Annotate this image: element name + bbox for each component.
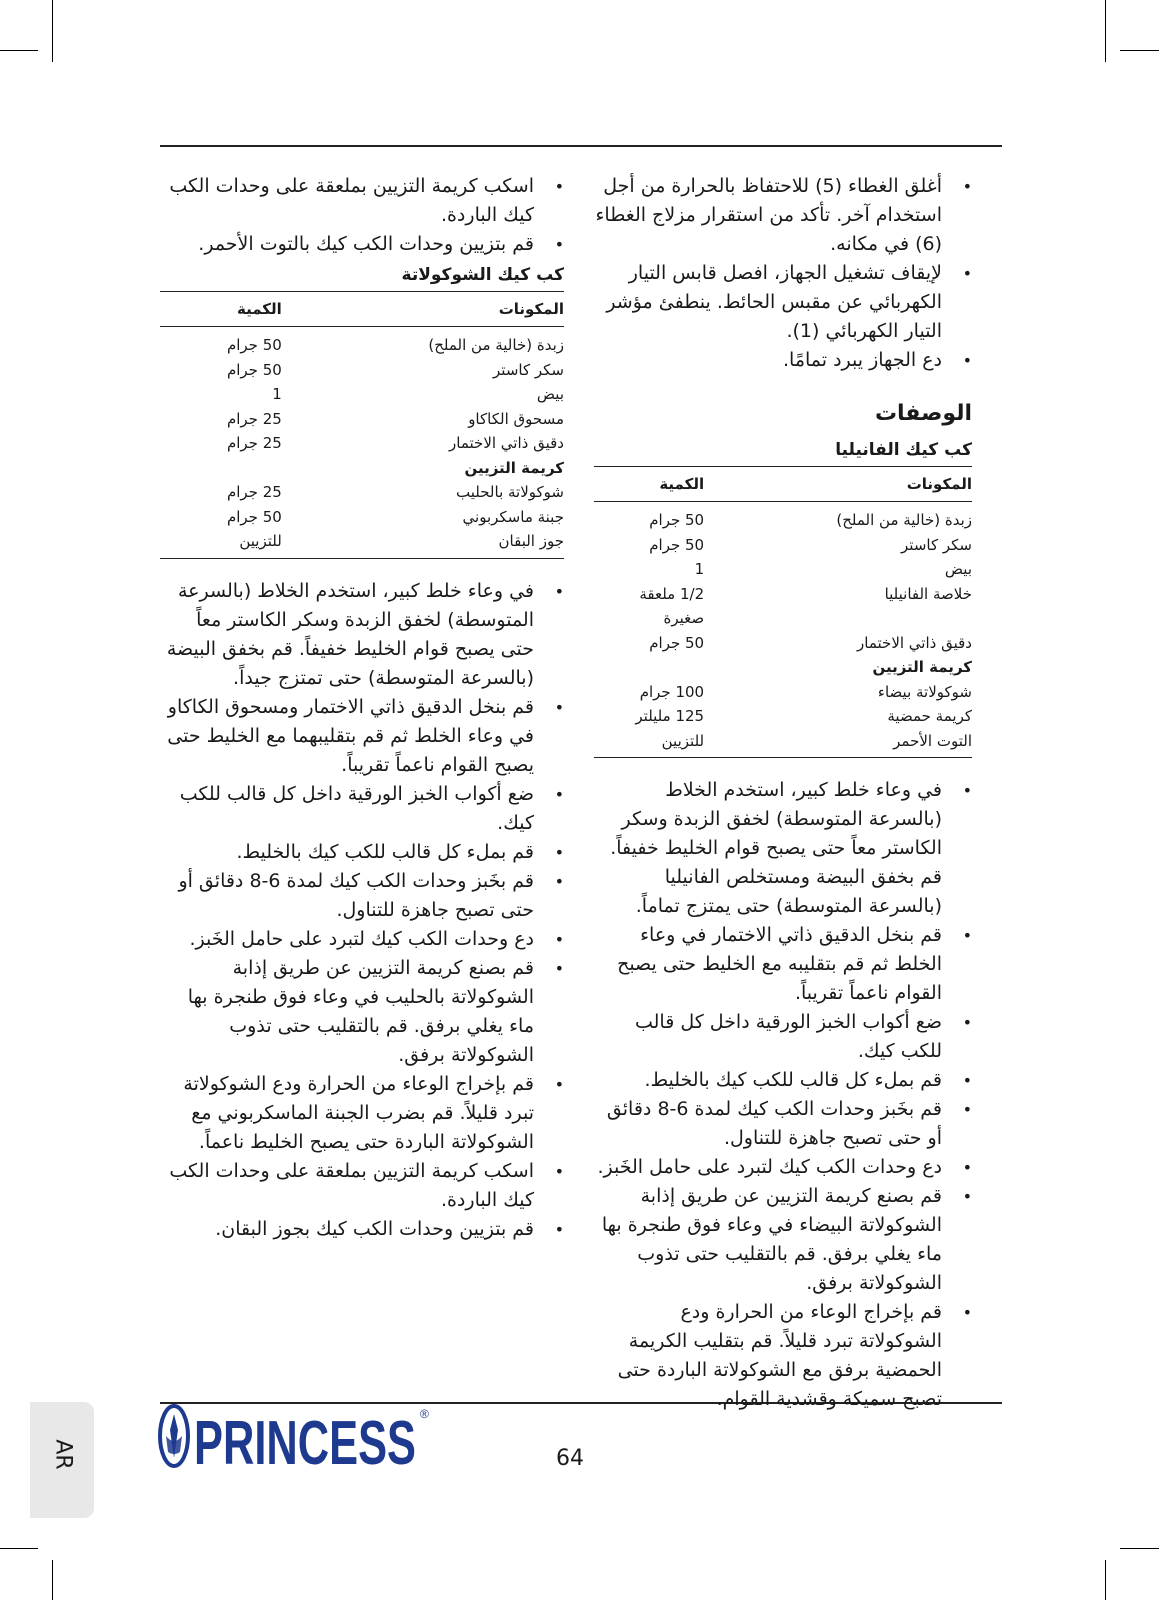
list-item: • ضع أكواب الخبز الورقية داخل كل قالب للكب كيك. [594,1008,972,1066]
ingredient-cell: مسحوق الكاكاو [468,409,564,428]
registered-mark: ® [420,1407,429,1421]
table-row [594,533,972,558]
table-row [594,631,972,656]
list-item: • قم بصنع كريمة التزيين عن طريق إذابة الشوكولاتة بالحليب في وعاء فوق طنجرة بها ماء يغلي برفق. قم بالتقليب حتى تذوب الشوكولاتة برفق. [160,954,564,1070]
table-row [160,431,564,456]
list-item: • قم بصنع كريمة التزيين عن طريق إذابة الشوكولاتة البيضاء في وعاء فوق طنجرة بها ماء يغلي برفق. قم بالتقليب حتى تذوب الشوكولاتة برفق. [594,1182,972,1298]
princess-logo-graphic [158,1400,448,1480]
table-row [160,480,564,505]
quantity-cell: 125 مليلتر [635,707,705,725]
table-header-quantity: الكمية [237,300,282,318]
table-row [160,529,564,558]
quantity-cell: 50 جرام [226,507,282,526]
table-row [160,382,564,407]
list-item: • قم بتزيين وحدات الكب كيك بالتوت الأحمر. [160,230,564,259]
crop-mark [52,0,53,62]
list-item: • اسكب كريمة التزيين بملعقة على وحدات الكب كيك الباردة. [160,1157,564,1215]
ingredient-cell: جبنة ماسكربوني [462,507,564,526]
list-item: • دع الجهاز يبرد تمامًا. [594,346,972,375]
table-row [160,456,564,481]
crop-mark [1120,50,1159,51]
table-row [160,505,564,530]
table-row [160,407,564,432]
crop-mark [0,50,38,51]
list-item: • دع وحدات الكب كيك لتبرد على حامل الخَبز. [594,1153,972,1182]
table-row [594,680,972,705]
quantity-cell [160,456,342,481]
quantity-cell: 25 جرام [226,483,282,501]
ingredient-cell: سكر كاستر [493,360,564,379]
recipe-title: كب كيك الفانيليا [835,440,972,460]
right-top-bullets [594,172,972,375]
table-header-ingredients: المكونات [906,475,972,493]
list-item: • قم بملء كل قالب للكب كيك بالخليط. [160,838,564,867]
ingredients-table [594,466,972,758]
ingredients-table [160,291,564,559]
quantity-cell: 50 جرام [649,633,705,652]
right-method-bullets [594,776,972,1414]
top-rule [160,145,1002,147]
ingredient-cell: التوت الأحمر [893,731,972,750]
ingredient-subheading: كريمة التزيين [464,458,564,477]
ingredient-cell: سكر كاستر [901,535,972,554]
quantity-cell: 50 جرام [226,360,282,379]
quantity-cell: للتزيين [239,532,282,550]
list-item: • قم بتزيين وحدات الكب كيك بجوز البقان. [160,1215,564,1244]
language-code: AR [50,1439,76,1470]
list-item: • قم بخَبز وحدات الكب كيك لمدة 6-8 دقائق أو حتى تصبح جاهزة للتناول. [594,1095,972,1153]
table-row [594,704,972,729]
table-header-quantity: الكمية [659,475,705,493]
crop-mark [1105,1560,1106,1600]
list-item: • اسكب كريمة التزيين بملعقة على وحدات الكب كيك الباردة. [160,172,564,230]
ingredient-cell: شوكولاتة بالحليب [456,483,564,501]
ingredient-cell: كريمة حمضية [887,707,972,725]
quantity-cell: 1 [272,385,282,403]
quantity-cell: 100 جرام [639,682,705,701]
language-tab [30,1402,94,1518]
ingredient-cell: دقيق ذاتي الاختمار [449,434,564,452]
table-row [160,327,564,358]
ingredient-cell: دقيق ذاتي الاختمار [857,633,972,652]
table-row [594,502,972,533]
left-top-bullets [160,172,564,259]
table-row [594,729,972,758]
quantity-cell: للتزيين [661,731,705,750]
left-column [160,172,564,1244]
spacer [160,559,564,577]
crop-mark [1105,0,1106,62]
list-item: • قم بملء كل قالب للكب كيك بالخليط. [594,1066,972,1095]
section-title: الوصفات [874,401,972,426]
ingredient-cell: زبدة (خالية من الملح) [836,511,972,529]
ingredient-cell: بيض [944,560,972,578]
list-item: • قم بنخل الدقيق ذاتي الاختمار ومسحوق الكاكاو في وعاء الخلط ثم قم بتقليبهما مع الخليط حتى يصبح القوام ناعماً تقريباً. [160,693,564,780]
list-item: • قم بخَبز وحدات الكب كيك لمدة 6-8 دقائق أو حتى تصبح جاهزة للتناول. [160,867,564,925]
ingredient-cell: شوكولاتة بيضاء [877,682,972,701]
list-item: • دع وحدات الكب كيك لتبرد على حامل الخَبز. [160,925,564,954]
list-item: • لإيقاف تشغيل الجهاز، افصل قابس التيار الكهربائي عن مقبس الحائط. ينطفئ مؤشر التيار الكهربائي (1). [594,259,972,346]
list-item: • في وعاء خلط كبير، استخدم الخلاط (بالسرعة المتوسطة) لخفق الزبدة وسكر الكاستر معاً حتى يصبح قوام الخليط خفيفاً. قم بخفق البيضة ومستخلص الفانيليا (بالسرعة المتوسطة) حتى يمتزج تماماً. [594,776,972,921]
recipe-title: كب كيك الشوكولاتة [401,265,564,285]
table-row [594,582,972,631]
ingredient-cell: جوز البقان [498,532,564,550]
list-item: • ضع أكواب الخبز الورقية داخل كل قالب للكب كيك. [160,780,564,838]
quantity-cell: 50 جرام [649,535,705,554]
list-item: • في وعاء خلط كبير، استخدم الخلاط (بالسرعة المتوسطة) لخفق الزبدة وسكر الكاستر معاً حتى يصبح قوام الخليط خفيفاً. قم بخفق البيضة (بالسرعة المتوسطة) حتى تمتزج جيداً. [160,577,564,693]
ingredient-subheading: كريمة التزيين [872,658,972,676]
left-method-bullets [160,577,564,1244]
list-item: • قم بإخراج الوعاء من الحرارة ودع الشوكولاتة تبرد قليلاً. قم بضرب الجبنة الماسكربوني مع الشوكولاتة الباردة حتى يصبح الخليط ناعماً. [160,1070,564,1157]
quantity-cell: 1/2 ملعقة صغيرة [639,584,705,627]
quantity-cell: 50 جرام [226,336,282,354]
page-number: 64 [556,1446,584,1471]
table-row [594,655,972,680]
quantity-cell: 25 جرام [226,434,282,452]
ingredient-cell: بيض [536,385,564,403]
quantity-cell: 1 [694,560,705,578]
table-row [160,358,564,383]
quantity-cell [594,655,764,680]
ingredient-cell: خلاصة الفانيليا [884,584,972,603]
brand-wordmark: PRINCESS [194,1409,416,1478]
crop-mark [0,1548,38,1549]
quantity-cell: 50 جرام [649,511,705,529]
spacer [594,758,972,776]
right-column [594,172,972,1414]
quantity-cell: 25 جرام [226,409,282,428]
table-row [594,557,972,582]
crop-mark [52,1560,53,1600]
table-header-ingredients: المكونات [498,300,564,318]
list-item: • أغلق الغطاء (5) للاحتفاظ بالحرارة من أجل استخدام آخر. تأكد من استقرار مزلاج الغطاء (6) في مكانه. [594,172,972,259]
princess-logo [158,1400,448,1484]
crop-mark [1120,1548,1159,1549]
list-item: • قم بإخراج الوعاء من الحرارة ودع الشوكولاتة تبرد قليلاً. قم بتقليب الكريمة الحمضية برفق مع الشوكولاتة الباردة حتى تصبح سميكة وقشدية القوام. [594,1298,972,1414]
list-item: • قم بنخل الدقيق ذاتي الاختمار في وعاء الخلط ثم قم بتقليبه مع الخليط حتى يصبح القوام ناعماً تقريباً. [594,921,972,1008]
ingredient-cell: زبدة (خالية من الملح) [428,336,564,354]
